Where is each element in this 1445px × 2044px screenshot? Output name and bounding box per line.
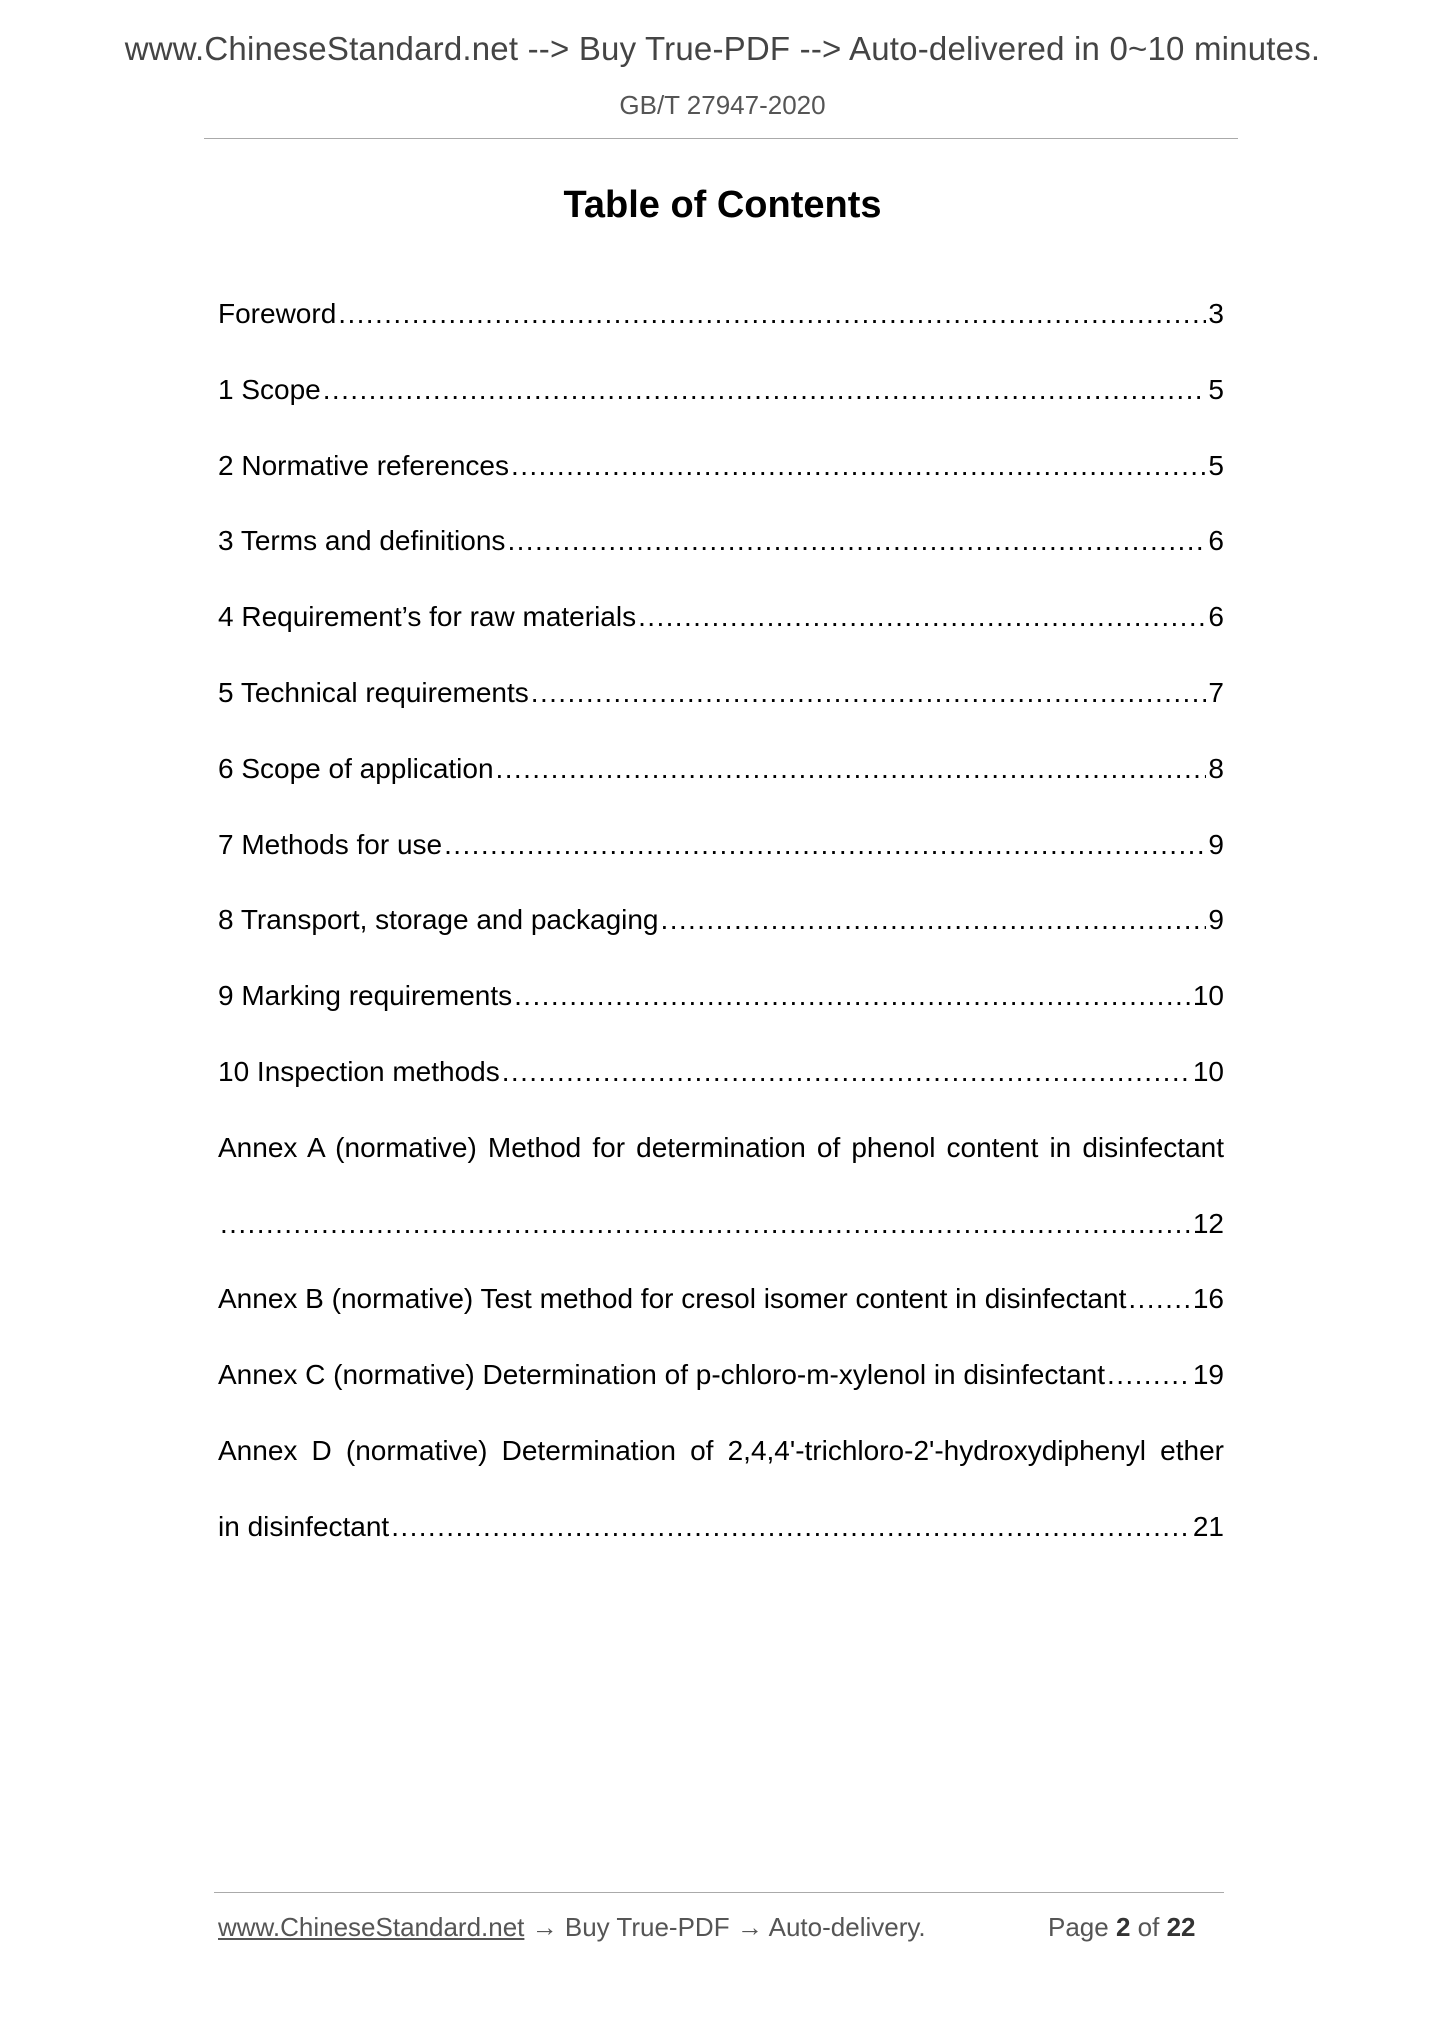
standard-code: GB/T 27947-2020 [619,90,826,120]
toc-entry-label: 7 Methods for use [218,828,443,860]
dot-leader [338,298,1206,330]
toc-entry-annex-d-continued[interactable] [218,1511,1224,1587]
toc-entry-label: 8 Transport, storage and packaging [218,904,659,936]
dot-leader [531,677,1207,709]
footer-delivery-text: Auto-delivery. [768,1912,926,1942]
toc-entry-annex-a[interactable] [218,1132,1224,1208]
toc-entry-page: 6 [1208,525,1224,557]
dot-leader [1107,1359,1191,1391]
toc-entry-inspection-methods[interactable] [218,1056,1224,1132]
arrow-right-icon: → [736,1912,763,1942]
toc-entry-label: Annex D (normative) Determination of 2,4,4'-trichloro-2'-hydroxydiphenyl ether [218,1434,1224,1466]
toc-entry-annex-a-continued[interactable] [218,1208,1224,1284]
toc-entry-page: 21 [1192,1510,1224,1542]
footer-site-link[interactable]: www.ChineseStandard.net [218,1912,525,1942]
dot-leader [502,1056,1191,1088]
toc-entry-page: 16 [1192,1283,1224,1315]
dot-leader [496,753,1207,785]
toc-entry-label: Annex C (normative) Determination of p-chloro-m-xylenol in disinfectant [218,1359,1106,1391]
toc-entry-methods-for-use[interactable] [218,829,1224,905]
page-word: Page [1048,1912,1109,1942]
page-total: 22 [1166,1912,1196,1942]
footer-buy-text: Buy True-PDF [564,1912,730,1942]
dot-leader [1128,1283,1190,1315]
toc-entry-label: 9 Marking requirements [218,980,513,1012]
toc-entry-marking-requirements[interactable] [218,980,1224,1056]
toc-entry-transport-storage[interactable] [218,904,1224,980]
of-word: of [1137,1912,1160,1942]
arrow-right-icon: → [531,1912,558,1942]
toc-entry-label: Annex B (normative) Test method for cresol isomer content in disinfectant [218,1283,1127,1315]
toc-entry-page: 9 [1208,828,1224,860]
dot-leader [391,1511,1191,1543]
toc-entry-annex-c[interactable] [218,1359,1224,1435]
dot-leader [323,374,1207,406]
dot-leader [661,904,1207,936]
toc-entry-label: 6 Scope of application [218,752,494,784]
table-of-contents [218,298,1224,1587]
toc-entry-page: 19 [1192,1359,1224,1391]
toc-entry-label: 10 Inspection methods [218,1055,500,1087]
toc-entry-scope-of-application[interactable] [218,753,1224,829]
toc-entry-page: 10 [1192,980,1224,1012]
toc-entry-label: in disinfectant [218,1510,390,1542]
toc-entry-page: 10 [1192,1055,1224,1087]
page-number [1048,1912,1196,1943]
toc-entry-label: 5 Technical requirements [218,676,529,708]
toc-entry-terms-definitions[interactable] [218,525,1224,601]
toc-entry-normative-references[interactable] [218,450,1224,526]
toc-title: Table of Contents [563,184,882,226]
toc-entry-technical-requirements[interactable] [218,677,1224,753]
toc-entry-foreword[interactable] [218,298,1224,374]
toc-entry-label: 1 Scope [218,373,321,405]
header-divider [204,138,1238,139]
toc-entry-label: 3 Terms and definitions [218,525,506,557]
dot-leader [511,450,1206,482]
footer-divider [214,1892,1224,1893]
toc-entry-label: 4 Requirement’s for raw materials [218,601,637,633]
footer-promo [218,1912,926,1943]
toc-entry-page: 12 [1192,1207,1224,1239]
dot-leader [444,829,1206,861]
toc-entry-page: 6 [1208,601,1224,633]
dot-leader [638,601,1206,633]
toc-entry-label: Annex A (normative) Method for determination of phenol content in disinfectant [218,1131,1224,1163]
dot-leader [507,525,1206,557]
toc-entry-raw-materials[interactable] [218,601,1224,677]
toc-entry-page: 9 [1208,904,1224,936]
site-banner: www.ChineseStandard.net --> Buy True-PDF --> Auto-delivered in 0~10 minutes. [124,30,1321,67]
toc-entry-page: 3 [1208,298,1224,329]
toc-entry-annex-d[interactable] [218,1435,1224,1511]
toc-entry-page: 8 [1208,752,1224,784]
toc-entry-page: 7 [1208,676,1224,708]
toc-entry-label: 2 Normative references [218,449,510,481]
dot-leader [220,1208,1191,1240]
toc-entry-annex-b[interactable] [218,1283,1224,1359]
toc-entry-page: 5 [1208,449,1224,481]
toc-entry-scope[interactable] [218,374,1224,450]
toc-entry-label: Foreword [218,298,337,329]
page-current: 2 [1115,1912,1131,1942]
toc-entry-page: 5 [1208,373,1224,405]
dot-leader [514,980,1191,1012]
